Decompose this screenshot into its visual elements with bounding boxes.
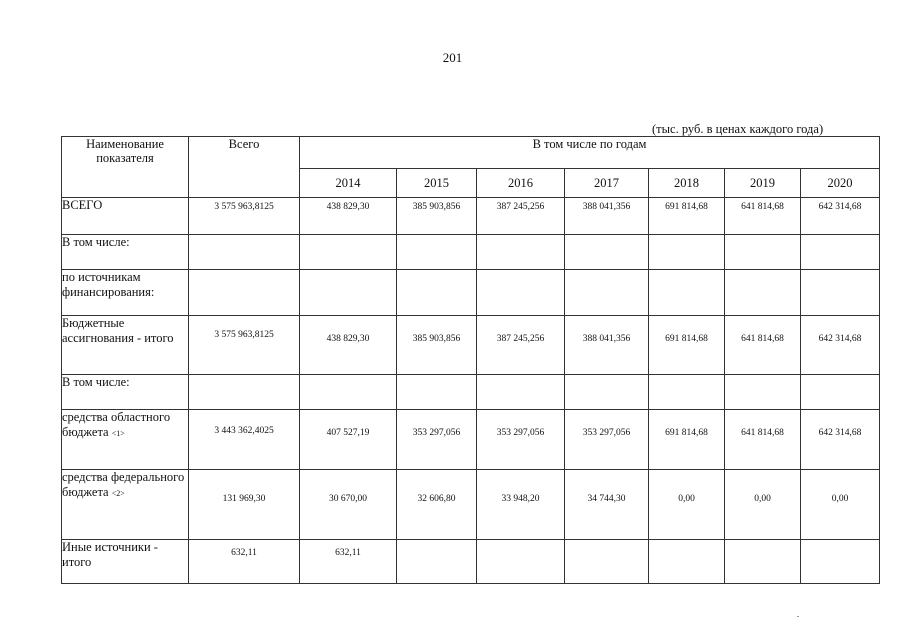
row-value [801, 235, 880, 270]
units-note: (тыс. руб. в ценах каждого года) [652, 122, 824, 136]
row-value [300, 270, 397, 316]
row-value: 0,00 [801, 470, 880, 540]
row-value [477, 270, 565, 316]
row-value: 353 297,056 [397, 410, 477, 470]
row-value [477, 540, 565, 584]
row-value: 33 948,20 [477, 470, 565, 540]
row-label [62, 410, 189, 470]
footnote-ref: <1> [111, 429, 125, 438]
row-total [189, 270, 300, 316]
row-value: 32 606,80 [397, 470, 477, 540]
row-value [397, 375, 477, 410]
row-value: 691 814,68 [649, 316, 725, 375]
row-value: 641 814,68 [725, 410, 801, 470]
row-label: В том числе: [62, 235, 189, 270]
row-value [300, 375, 397, 410]
row-value [725, 235, 801, 270]
row-value: 388 041,356 [565, 316, 649, 375]
table-row [62, 375, 880, 410]
header-name: Наименование показателя [62, 137, 189, 198]
table-row [62, 410, 880, 470]
row-label-text: средства федерального бюджета [62, 470, 185, 499]
row-value [565, 235, 649, 270]
footnote-ref: <2> [111, 489, 125, 498]
row-value [300, 235, 397, 270]
row-value: 30 670,00 [300, 470, 397, 540]
row-value [565, 540, 649, 584]
table-row [62, 270, 880, 316]
row-value [477, 235, 565, 270]
row-value [801, 375, 880, 410]
row-label: по источникам финансирования: [62, 270, 189, 316]
header-year: 2020 [801, 169, 880, 198]
row-label-text: средства областного бюджета [62, 410, 171, 439]
row-value: 0,00 [725, 470, 801, 540]
row-value [725, 540, 801, 584]
row-value: 385 903,856 [397, 198, 477, 235]
table-row [62, 235, 880, 270]
budget-table [61, 136, 880, 584]
row-total: 3 443 362,4025 [189, 410, 300, 470]
header-total: Всего [189, 137, 300, 198]
row-label [62, 470, 189, 540]
row-value [565, 270, 649, 316]
row-total: 131 969,30 [189, 470, 300, 540]
row-value: 388 041,356 [565, 198, 649, 235]
row-value [725, 375, 801, 410]
row-label: Бюджетные ассигнования - итого [62, 316, 189, 375]
row-value: 642 314,68 [801, 198, 880, 235]
row-value: 0,00 [649, 470, 725, 540]
row-value: 438 829,30 [300, 198, 397, 235]
table-row [62, 540, 880, 584]
row-value: 407 527,19 [300, 410, 397, 470]
row-value: 691 814,68 [649, 198, 725, 235]
row-value [649, 540, 725, 584]
header-year: 2017 [565, 169, 649, 198]
row-value [397, 270, 477, 316]
row-value: 353 297,056 [477, 410, 565, 470]
row-value: 691 814,68 [649, 410, 725, 470]
header-year: 2019 [725, 169, 801, 198]
table-row [62, 198, 880, 235]
row-label: ВСЕГО [62, 198, 189, 235]
header-year: 2016 [477, 169, 565, 198]
row-value [649, 270, 725, 316]
row-value: 641 814,68 [725, 316, 801, 375]
row-value [565, 375, 649, 410]
row-total [189, 235, 300, 270]
header-row [62, 137, 880, 169]
row-value [801, 270, 880, 316]
row-value: 632,11 [300, 540, 397, 584]
scan-speck [797, 616, 799, 617]
row-value [649, 375, 725, 410]
row-total: 3 575 963,8125 [189, 198, 300, 235]
header-year: 2014 [300, 169, 397, 198]
row-value: 34 744,30 [565, 470, 649, 540]
table-row [62, 316, 880, 375]
row-value [801, 540, 880, 584]
row-total: 632,11 [189, 540, 300, 584]
row-value: 642 314,68 [801, 410, 880, 470]
header-years-group: В том числе по годам [300, 137, 880, 169]
row-value: 641 814,68 [725, 198, 801, 235]
row-value: 353 297,056 [565, 410, 649, 470]
row-value [649, 235, 725, 270]
page-number: 201 [442, 50, 463, 65]
row-total [189, 375, 300, 410]
row-value: 385 903,856 [397, 316, 477, 375]
row-value: 438 829,30 [300, 316, 397, 375]
row-total: 3 575 963,8125 [189, 316, 300, 375]
row-value [477, 375, 565, 410]
row-value: 387 245,256 [477, 198, 565, 235]
table-row [62, 470, 880, 540]
header-year: 2018 [649, 169, 725, 198]
row-value: 387 245,256 [477, 316, 565, 375]
row-value [725, 270, 801, 316]
row-label: В том числе: [62, 375, 189, 410]
row-value [397, 235, 477, 270]
header-year: 2015 [397, 169, 477, 198]
row-label: Иные источники - итого [62, 540, 189, 584]
row-value [397, 540, 477, 584]
row-value: 642 314,68 [801, 316, 880, 375]
